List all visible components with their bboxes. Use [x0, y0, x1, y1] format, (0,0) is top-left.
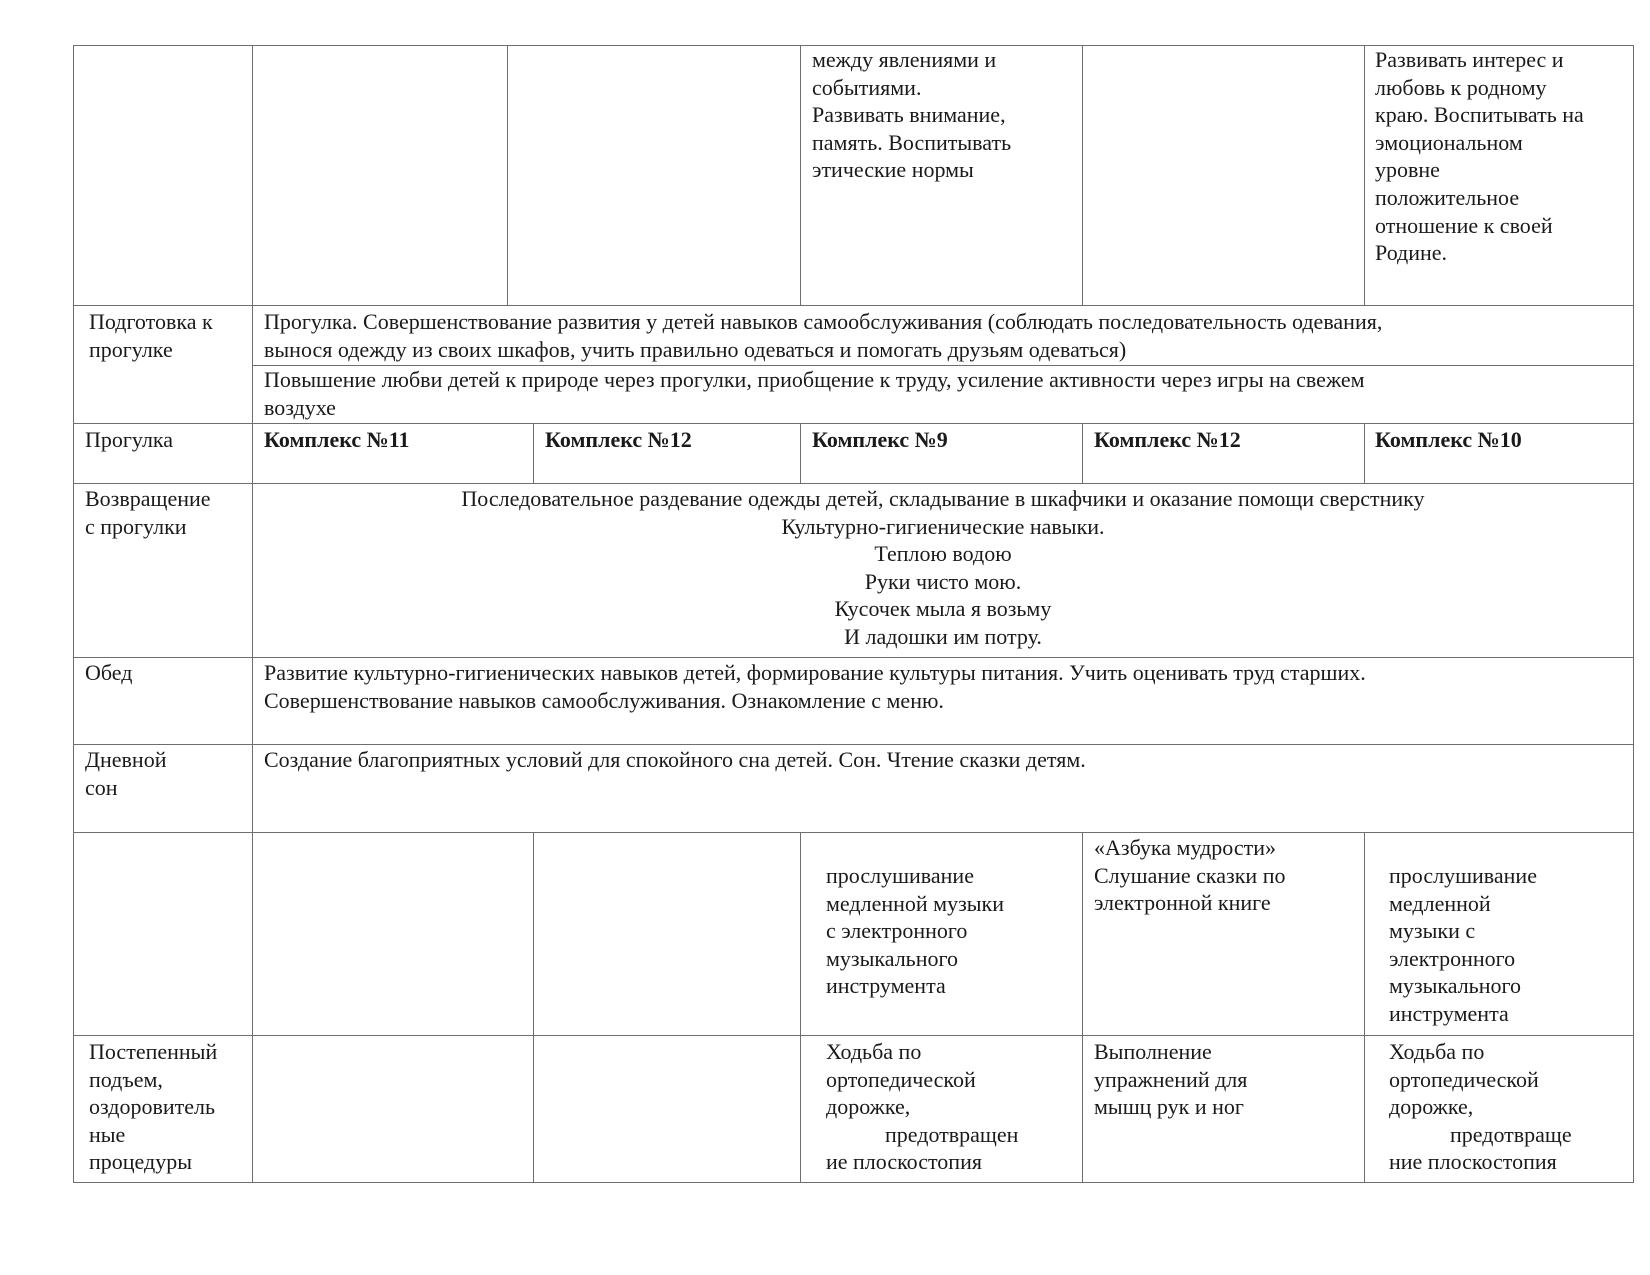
table-border-bottom: [73, 1182, 1634, 1183]
reading-cell-thu: «Азбука мудрости» Слушание сказки по электронной книге: [1094, 835, 1286, 916]
walk-complex-wed: Комплекс №9: [812, 427, 948, 452]
prep-text-2: Повышение любви детей к природе через прогулки, приобщение к труду, усиление активности через игры на свежем воздухе: [264, 367, 1365, 420]
wakeup-cell-wed-main: Ходьба по ортопедической дорожке,: [826, 1039, 976, 1120]
goals-cell-thursday: между явлениями и событиями. Развивать внимание, память. Воспитывать этические нормы: [812, 47, 1012, 183]
column-separator: [533, 832, 534, 1183]
lunch-text: Развитие культурно-гигиенических навыков детей, формирование культуры питания. Учить оценивать труд старших. Совершенствование навыков самообслуживания. Ознакомление с меню.: [264, 660, 1366, 713]
row-separator: [73, 832, 1634, 833]
row-label-lunch: Обед: [85, 660, 133, 685]
prep-text-1: Прогулка. Совершенствование развития у детей навыков самообслуживания (соблюдать последовательность одевания, вынося одежду из своих шкафов, учить правильно одеваться и помогать друзьям одеваться): [264, 309, 1383, 362]
table-border-right: [1633, 45, 1634, 1183]
wakeup-cell-thu: Выполнение упражнений для мышц рук и ног: [1094, 1039, 1248, 1120]
wakeup-cell-wed-end: ие плоскостопия: [826, 1149, 982, 1174]
column-separator: [533, 423, 534, 484]
row-separator: [73, 423, 1634, 424]
row-separator: [73, 305, 1634, 306]
nap-text: Создание благоприятных условий для спокойного сна детей. Сон. Чтение сказки детям.: [264, 747, 1086, 772]
row-separator: [73, 1035, 1634, 1036]
goals-cell-friday: Развивать интерес и любовь к родному краю. Воспитывать на эмоциональном уровне положительное отношение к своей Родине.: [1375, 47, 1584, 266]
column-separator: [800, 423, 801, 484]
row-label-prep: Подготовка к прогулке: [89, 309, 213, 362]
column-separator: [1082, 423, 1083, 484]
column-separator: [1082, 832, 1083, 1183]
music-cell-fri: прослушивание медленной музыки с электронного музыкального инструмента: [1389, 863, 1537, 1026]
row-separator: [73, 657, 1634, 658]
row-separator: [73, 483, 1634, 484]
column-separator: [1364, 45, 1365, 306]
music-cell-wed: прослушивание медленной музыки с электронного музыкального инструмента: [826, 863, 1005, 999]
column-separator: [1364, 832, 1365, 1183]
column-separator: [800, 45, 801, 306]
walk-complex-thu: Комплекс №12: [1094, 427, 1241, 452]
wakeup-cell-fri-end: ние плоскостопия: [1389, 1149, 1557, 1174]
walk-complex-tue: Комплекс №12: [545, 427, 692, 452]
return-text: Последовательное раздевание одежды детей, складывание в шкафчики и оказание помощи сверстнику Культурно-гигиенические навыки. Теплою водою Руки чисто мою. Кусочек мыла я возьму И ладошки им потру.: [461, 486, 1425, 649]
column-separator: [1364, 423, 1365, 484]
row-separator: [73, 744, 1634, 745]
walk-complex-fri: Комплекс №10: [1375, 427, 1522, 452]
table-border-left: [73, 45, 74, 1183]
row-label-wakeup: Постепенный подъем, оздоровитель ные процедуры: [89, 1039, 218, 1175]
wakeup-cell-wed-indent: предотвращен: [885, 1122, 1019, 1147]
walk-complex-mon: Комплекс №11: [264, 427, 410, 452]
row-label-nap: Дневной сон: [85, 747, 167, 800]
column-separator: [507, 45, 508, 306]
row-label-walk: Прогулка: [85, 427, 174, 452]
row-label-return: Возвращение с прогулки: [85, 486, 211, 539]
wakeup-cell-fri-indent: предотвраще: [1450, 1122, 1572, 1147]
wakeup-cell-fri-main: Ходьба по ортопедической дорожке,: [1389, 1039, 1539, 1120]
column-separator: [800, 832, 801, 1183]
